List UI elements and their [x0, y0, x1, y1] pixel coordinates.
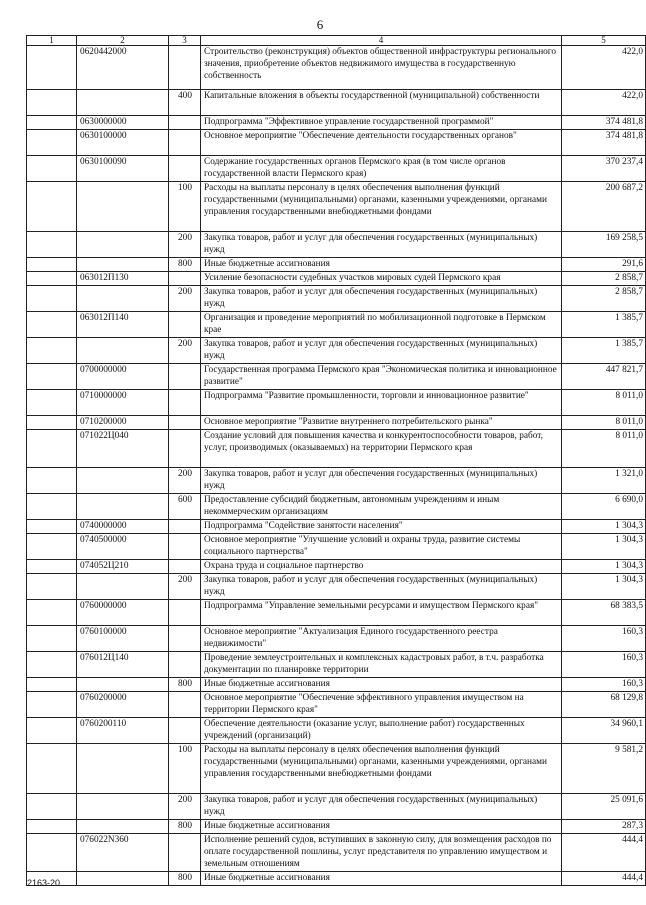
expense-type-cell: 200	[169, 338, 201, 364]
item-name-cell: Иные бюджетные ассигнования	[201, 678, 562, 692]
empty-cell	[27, 494, 77, 520]
table-row	[27, 116, 646, 130]
target-article-cell: 0710200000	[77, 416, 169, 430]
amount-cell: 1 304,3	[562, 520, 646, 534]
target-article-cell	[77, 90, 169, 116]
table-row	[27, 520, 646, 534]
page-number: 6	[316, 17, 324, 32]
table-row	[27, 390, 646, 416]
item-name-cell: Закупка товаров, работ и услуг для обеспечения государственных (муниципальных) нужд	[201, 338, 562, 364]
amount-cell: 374 481,8	[562, 116, 646, 130]
item-name-cell: Проведение землеустроительных и комплексных кадастровых работ, в т.ч. разработка документации по планировке территории	[201, 652, 562, 678]
target-article-cell: 0760200000	[77, 692, 169, 718]
header-col-1: 1	[27, 36, 77, 46]
table-row	[27, 430, 646, 468]
table-row	[27, 560, 646, 574]
item-name-cell: Закупка товаров, работ и услуг для обеспечения государственных (муниципальных) нужд	[201, 286, 562, 312]
amount-cell: 200 687,2	[562, 182, 646, 232]
target-article-cell	[77, 678, 169, 692]
table-row	[27, 574, 646, 600]
target-article-cell	[77, 232, 169, 258]
empty-cell	[27, 692, 77, 718]
empty-cell	[27, 182, 77, 232]
item-name-cell: Строительство (реконструкция) объектов общественной инфраструктуры регионального значения, приобретение объектов недвижимого имущества в государственную собственность	[201, 46, 562, 90]
empty-cell	[27, 468, 77, 494]
empty-cell	[27, 718, 77, 744]
item-name-cell: Закупка товаров, работ и услуг для обеспечения государственных (муниципальных) нужд	[201, 574, 562, 600]
expense-type-cell	[169, 130, 201, 156]
expense-type-cell	[169, 116, 201, 130]
empty-cell	[27, 90, 77, 116]
expense-type-cell: 100	[169, 182, 201, 232]
table-row	[27, 534, 646, 560]
expense-type-cell: 800	[169, 872, 201, 886]
amount-cell: 422,0	[562, 90, 646, 116]
item-name-cell: Организация и проведение мероприятий по мобилизационной подготовке в Пермском крае	[201, 312, 562, 338]
empty-cell	[27, 258, 77, 272]
target-article-cell	[77, 182, 169, 232]
table-row	[27, 678, 646, 692]
target-article-cell: 0620442000	[77, 46, 169, 90]
item-name-cell: Закупка товаров, работ и услуг для обеспечения государственных (муниципальных) нужд	[201, 232, 562, 258]
item-name-cell: Основное мероприятие "Развитие внутреннего потребительского рынка"	[201, 416, 562, 430]
expense-type-cell: 100	[169, 744, 201, 794]
table-row	[27, 820, 646, 834]
expense-type-cell	[169, 560, 201, 574]
table-row	[27, 468, 646, 494]
target-article-cell	[77, 794, 169, 820]
target-article-cell: 0630000000	[77, 116, 169, 130]
item-name-cell: Усиление безопасности судебных участков мировых судей Пермского края	[201, 272, 562, 286]
item-name-cell: Основное мероприятие "Обеспечение деятельности государственных органов"	[201, 130, 562, 156]
expense-type-cell	[169, 652, 201, 678]
expense-type-cell: 800	[169, 258, 201, 272]
item-name-cell: Закупка товаров, работ и услуг для обеспечения государственных (муниципальных) нужд	[201, 794, 562, 820]
target-article-cell: 0700000000	[77, 364, 169, 390]
table-row	[27, 652, 646, 678]
empty-cell	[27, 574, 77, 600]
amount-cell: 287,3	[562, 820, 646, 834]
item-name-cell: Обеспечение деятельности (оказание услуг, выполнение работ) государственных учреждений (организаций)	[201, 718, 562, 744]
table-row	[27, 626, 646, 652]
amount-cell: 8 011,0	[562, 390, 646, 416]
table-row	[27, 312, 646, 338]
amount-cell: 8 011,0	[562, 416, 646, 430]
expense-type-cell	[169, 692, 201, 718]
item-name-cell: Предоставление субсидий бюджетным, автономным учреждениям и иным некоммерческим организациям	[201, 494, 562, 520]
expense-type-cell	[169, 364, 201, 390]
amount-cell: 34 960,1	[562, 718, 646, 744]
target-article-cell: 063012П130	[77, 272, 169, 286]
target-article-cell: 0760200110	[77, 718, 169, 744]
empty-cell	[27, 600, 77, 626]
header-row	[27, 36, 646, 46]
table-row	[27, 338, 646, 364]
expense-type-cell	[169, 718, 201, 744]
target-article-cell: 071022Ц040	[77, 430, 169, 468]
empty-cell	[27, 130, 77, 156]
item-name-cell: Подпрограмма "Эффективное управление государственной программой"	[201, 116, 562, 130]
expense-type-cell: 200	[169, 286, 201, 312]
amount-cell: 160,3	[562, 678, 646, 692]
item-name-cell: Подпрограмма "Управление земельными ресурсами и имуществом Пермского края"	[201, 600, 562, 626]
item-name-cell: Охрана труда и социальное партнерство	[201, 560, 562, 574]
amount-cell: 1 304,3	[562, 534, 646, 560]
table-row	[27, 692, 646, 718]
target-article-cell: 0760100000	[77, 626, 169, 652]
target-article-cell	[77, 574, 169, 600]
empty-cell	[27, 364, 77, 390]
expense-type-cell	[169, 520, 201, 534]
amount-cell: 2 858,7	[562, 286, 646, 312]
target-article-cell	[77, 820, 169, 834]
empty-cell	[27, 626, 77, 652]
table-row	[27, 794, 646, 820]
target-article-cell	[77, 744, 169, 794]
expense-type-cell: 200	[169, 794, 201, 820]
target-article-cell: 0630100000	[77, 130, 169, 156]
empty-cell	[27, 678, 77, 692]
expense-type-cell: 800	[169, 678, 201, 692]
item-name-cell: Капитальные вложения в объекты государственной (муниципальной) собственности	[201, 90, 562, 116]
empty-cell	[27, 744, 77, 794]
empty-cell	[27, 156, 77, 182]
item-name-cell: Иные бюджетные ассигнования	[201, 820, 562, 834]
empty-cell	[27, 46, 77, 90]
header-col-5: 5	[562, 36, 646, 46]
expense-type-cell	[169, 416, 201, 430]
target-article-cell	[77, 872, 169, 886]
table-row	[27, 272, 646, 286]
empty-cell	[27, 286, 77, 312]
table-row	[27, 258, 646, 272]
table-row	[27, 156, 646, 182]
amount-cell: 444,4	[562, 872, 646, 886]
expense-type-cell: 200	[169, 574, 201, 600]
empty-cell	[27, 560, 77, 574]
expense-type-cell	[169, 156, 201, 182]
target-article-cell	[77, 494, 169, 520]
item-name-cell: Иные бюджетные ассигнования	[201, 258, 562, 272]
empty-cell	[27, 430, 77, 468]
empty-cell	[27, 312, 77, 338]
item-name-cell: Создание условий для повышения качества и конкурентоспособности товаров, работ, услуг, производимых (оказываемых) на территории Пермского края	[201, 430, 562, 468]
table-row	[27, 872, 646, 886]
expense-type-cell	[169, 834, 201, 872]
empty-cell	[27, 232, 77, 258]
target-article-cell	[77, 468, 169, 494]
item-name-cell: Расходы на выплаты персоналу в целях обеспечения выполнения функций государственными (муниципальными) органами, казенными учреждениями, органами управления государственными внебюджетными фондами	[201, 182, 562, 232]
footer-code: 2163-20	[27, 878, 61, 888]
table-row	[27, 718, 646, 744]
table-row	[27, 232, 646, 258]
expense-type-cell: 200	[169, 232, 201, 258]
item-name-cell: Основное мероприятие "Улучшение условий и охраны труда, развитие системы социального партнерства"	[201, 534, 562, 560]
expense-type-cell	[169, 534, 201, 560]
item-name-cell: Закупка товаров, работ и услуг для обеспечения государственных (муниципальных) нужд	[201, 468, 562, 494]
budget-table	[26, 35, 646, 886]
empty-cell	[27, 390, 77, 416]
table-row	[27, 286, 646, 312]
amount-cell: 374 481,8	[562, 130, 646, 156]
amount-cell: 68 383,5	[562, 600, 646, 626]
amount-cell: 160,3	[562, 626, 646, 652]
item-name-cell: Иные бюджетные ассигнования	[201, 872, 562, 886]
item-name-cell: Расходы на выплаты персоналу в целях обеспечения выполнения функций государственными (муниципальными) органами, казенными учреждениями, органами управления государственными внебюджетными фондами	[201, 744, 562, 794]
target-article-cell: 074052Ц210	[77, 560, 169, 574]
target-article-cell: 0710000000	[77, 390, 169, 416]
header-col-2: 2	[77, 36, 169, 46]
amount-cell: 25 091,6	[562, 794, 646, 820]
header-col-3: 3	[169, 36, 201, 46]
empty-cell	[27, 820, 77, 834]
amount-cell: 1 304,3	[562, 574, 646, 600]
empty-cell	[27, 652, 77, 678]
expense-type-cell: 200	[169, 468, 201, 494]
amount-cell: 169 258,5	[562, 232, 646, 258]
amount-cell: 1 304,3	[562, 560, 646, 574]
empty-cell	[27, 520, 77, 534]
expense-type-cell	[169, 312, 201, 338]
header-col-4: 4	[201, 36, 562, 46]
empty-cell	[27, 794, 77, 820]
item-name-cell: Содержание государственных органов Пермского края (в том числе органов государственной власти Пермского края)	[201, 156, 562, 182]
expense-type-cell: 600	[169, 494, 201, 520]
amount-cell: 370 237,4	[562, 156, 646, 182]
amount-cell: 8 011,0	[562, 430, 646, 468]
expense-type-cell	[169, 390, 201, 416]
target-article-cell	[77, 338, 169, 364]
expense-type-cell	[169, 600, 201, 626]
expense-type-cell: 400	[169, 90, 201, 116]
table-row	[27, 90, 646, 116]
table-row	[27, 182, 646, 232]
table-row	[27, 494, 646, 520]
expense-type-cell	[169, 46, 201, 90]
empty-cell	[27, 834, 77, 872]
amount-cell: 9 581,2	[562, 744, 646, 794]
empty-cell	[27, 116, 77, 130]
target-article-cell: 0740500000	[77, 534, 169, 560]
amount-cell: 160,3	[562, 652, 646, 678]
table-row	[27, 744, 646, 794]
target-article-cell: 0760000000	[77, 600, 169, 626]
amount-cell: 68 129,8	[562, 692, 646, 718]
item-name-cell: Основное мероприятие "Обеспечение эффективного управления имуществом на территории Пермского края"	[201, 692, 562, 718]
amount-cell: 447 821,7	[562, 364, 646, 390]
table-row	[27, 130, 646, 156]
amount-cell: 1 385,7	[562, 338, 646, 364]
table-body	[27, 46, 646, 886]
table-row	[27, 600, 646, 626]
empty-cell	[27, 338, 77, 364]
item-name-cell: Исполнение решений судов, вступивших в законную силу, для возмещения расходов по оплате государственной пошлины, услуг представителя по управлению имуществом и земельным отношениям	[201, 834, 562, 872]
table-row	[27, 834, 646, 872]
expense-type-cell	[169, 430, 201, 468]
target-article-cell	[77, 286, 169, 312]
amount-cell: 1 385,7	[562, 312, 646, 338]
table-row	[27, 364, 646, 390]
empty-cell	[27, 416, 77, 430]
item-name-cell: Подпрограмма "Развитие промышленности, торговли и инновационное развитие"	[201, 390, 562, 416]
expense-type-cell	[169, 272, 201, 286]
target-article-cell: 0630100090	[77, 156, 169, 182]
item-name-cell: Основное мероприятие "Актуализация Единого государственного реестра недвижимости"	[201, 626, 562, 652]
amount-cell: 1 321,0	[562, 468, 646, 494]
expense-type-cell	[169, 626, 201, 652]
amount-cell: 6 690,0	[562, 494, 646, 520]
amount-cell: 444,4	[562, 834, 646, 872]
target-article-cell: 063012П140	[77, 312, 169, 338]
empty-cell	[27, 534, 77, 560]
empty-cell	[27, 272, 77, 286]
expense-type-cell: 800	[169, 820, 201, 834]
amount-cell: 291,6	[562, 258, 646, 272]
target-article-cell: 0740000000	[77, 520, 169, 534]
item-name-cell: Государственная программа Пермского края "Экономическая политика и инновационное развитие"	[201, 364, 562, 390]
item-name-cell: Подпрограмма "Содействие занятости населения"	[201, 520, 562, 534]
table-row	[27, 46, 646, 90]
amount-cell: 422,0	[562, 46, 646, 90]
amount-cell: 2 858,7	[562, 272, 646, 286]
table-row	[27, 416, 646, 430]
target-article-cell: 076022N360	[77, 834, 169, 872]
target-article-cell: 076012Ц140	[77, 652, 169, 678]
target-article-cell	[77, 258, 169, 272]
